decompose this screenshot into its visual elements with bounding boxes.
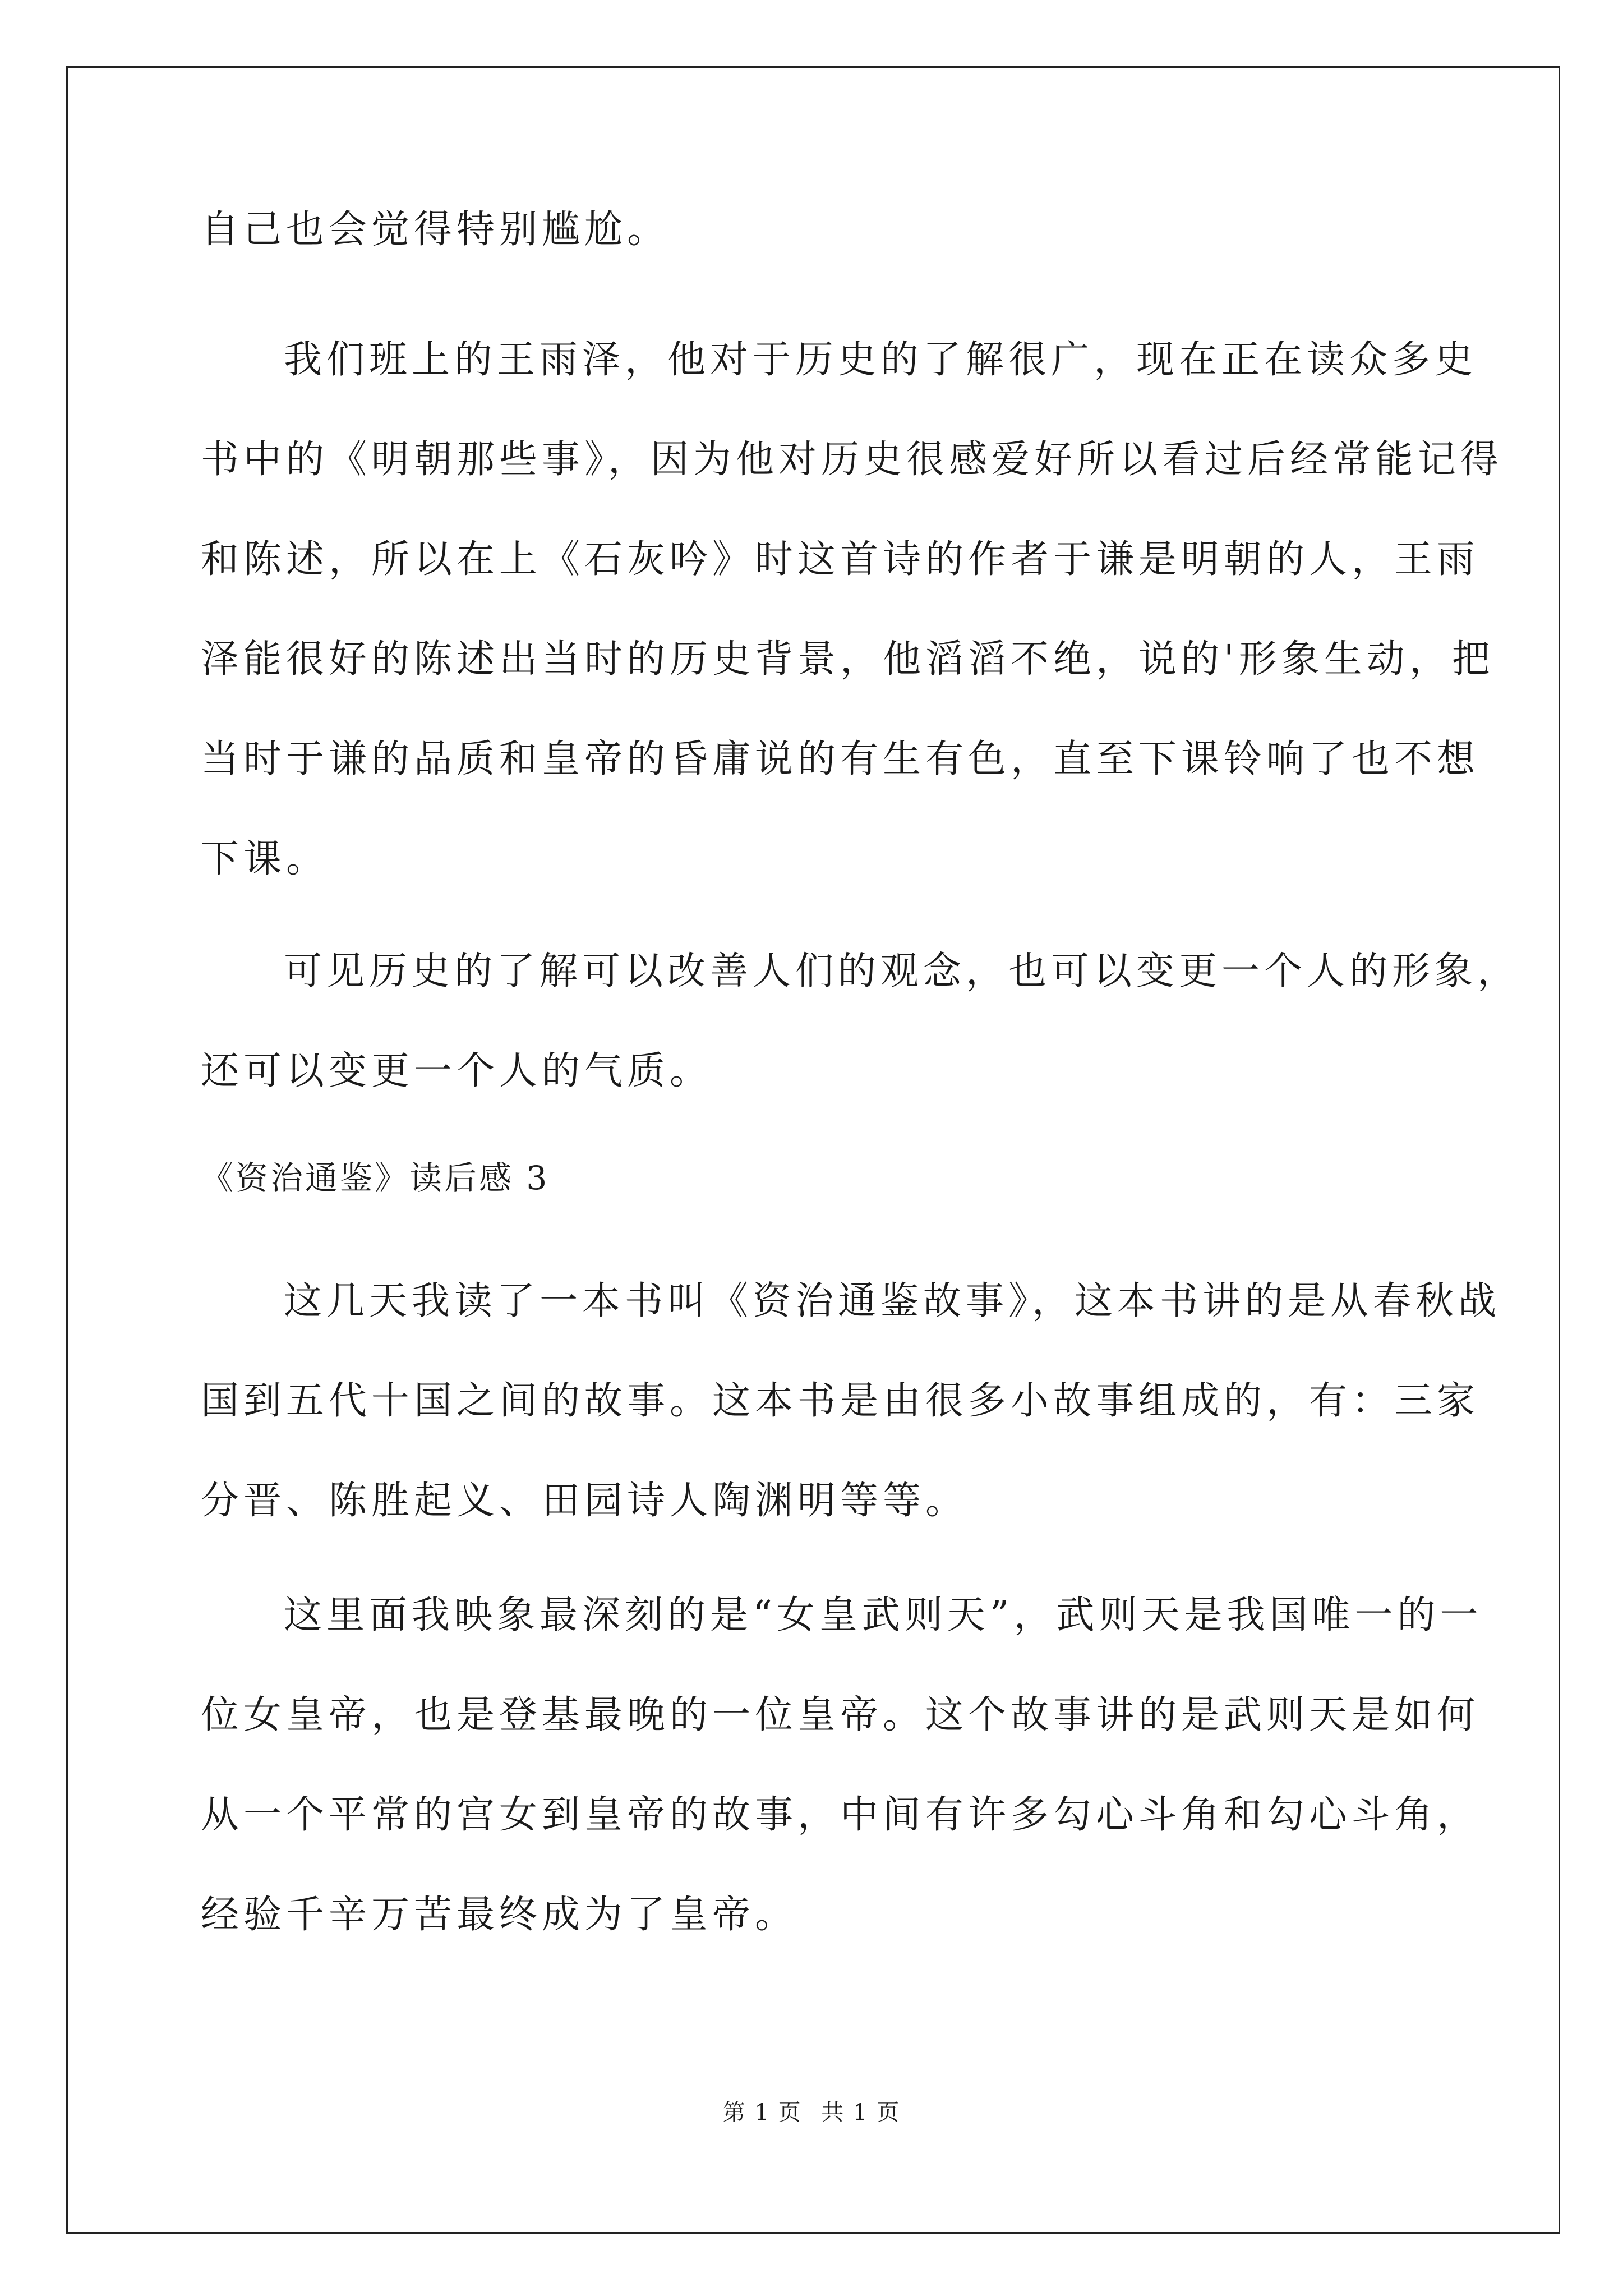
text-line: 我们班上的王雨泽，他对于历史的了解很广，现在正在读众多史 (284, 338, 1478, 382)
text-line: 自己也会觉得特别尴尬。 (201, 208, 670, 252)
text-line: 这几天我读了一本书叫《资治通鉴故事》，这本书讲的是从春秋战 (284, 1279, 1501, 1323)
page-number: 第 1 页 (722, 2100, 802, 2125)
text-line: 当时于谦的品质和皇帝的昏庸说的有生有色，直至下课铃响了也不想 (201, 737, 1480, 781)
text-line: 书中的《明朝那些事》，因为他对历史很感爱好所以看过后经常能记得 (201, 438, 1504, 482)
text-line: 国到五代十国之间的故事。这本书是由很多小故事组成的，有：三家 (201, 1379, 1480, 1423)
text-line: 还可以变更一个人的气质。 (201, 1049, 713, 1093)
text-line: 泽能很好的陈述出当时的历史背景，他滔滔不绝，说的'形象生动，把 (201, 637, 1495, 682)
text-line: 这里面我映象最深刻的是“女皇武则天”，武则天是我国唯一的一 (284, 1593, 1483, 1637)
text-line: 下课。 (201, 837, 329, 881)
text-line: 和陈述，所以在上《石灰吟》时这首诗的作者于谦是明朝的人，王雨 (201, 537, 1480, 582)
text-line: 位女皇帝，也是登基最晚的一位皇帝。这个故事讲的是武则天是如何 (201, 1693, 1480, 1737)
section-heading: 《资治通鉴》读后感 3 (201, 1159, 550, 1197)
page-footer (0, 2099, 1623, 2126)
page-total: 共 1 页 (821, 2100, 901, 2125)
text-line: 分晋、陈胜起义、田园诗人陶渊明等等。 (201, 1479, 969, 1523)
text-line: 经验千辛万苦最终成为了皇帝。 (201, 1893, 798, 1937)
text-line: 可见历史的了解可以改善人们的观念，也可以变更一个人的形象， (284, 949, 1520, 993)
text-line: 从一个平常的宫女到皇帝的故事，中间有许多勾心斗角和勾心斗角， (201, 1793, 1480, 1837)
